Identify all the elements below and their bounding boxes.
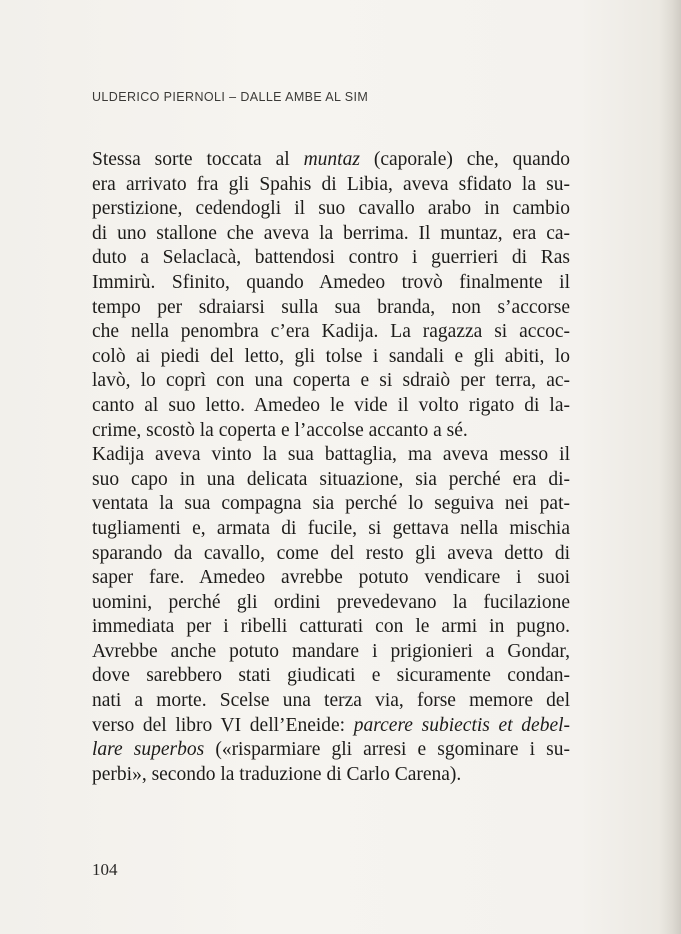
- text-run: colò ai piedi del letto, gli tolse i sandali e gli abiti, lo: [92, 345, 570, 367]
- text-line: [92, 246, 570, 271]
- italic-text: muntaz: [303, 149, 360, 170]
- text-run: tugliamenti e, armata di fucile, si gettava nella mischia: [92, 517, 570, 539]
- text-line: [92, 615, 570, 640]
- text-run: dove sarebbero stati giudicati e sicuramente condan-: [92, 665, 570, 687]
- text-line: [92, 296, 570, 321]
- text-run: duto a Selaclacà, battendosi contro i guerrieri di Ras: [92, 247, 570, 269]
- text-run: (caporale) che, quando: [359, 149, 571, 170]
- text-run: lavò, lo coprì con una coperta e si sdraiò per terra, ac-: [92, 370, 570, 392]
- text-run: canto al suo letto. Amedeo le vide il volto rigato di la-: [92, 394, 570, 416]
- text-line: [92, 763, 570, 788]
- text-run: era arrivato fra gli Spahis di Libia, aveva sfidato la su-: [92, 173, 570, 195]
- text-run: suo capo in una delicata situazione, sia perché era di-: [92, 468, 570, 490]
- text-run: Kadija aveva vinto la sua battaglia, ma aveva messo il: [92, 444, 570, 466]
- text-line: [92, 738, 570, 763]
- text-run: perbi», secondo la traduzione di Carlo Carena).: [92, 763, 462, 785]
- text-line: [92, 689, 570, 714]
- text-run: verso del libro VI dell’Eneide:: [92, 714, 354, 736]
- text-line: [92, 222, 570, 247]
- text-run: Immirù. Sfinito, quando Amedeo trovò finalmente il: [92, 271, 570, 293]
- text-line: [92, 566, 570, 591]
- text-line: [92, 517, 570, 542]
- text-line: [92, 197, 570, 222]
- text-run: («risparmiare gli arresi e sgominare i su-: [204, 739, 570, 761]
- text-line: [92, 492, 570, 517]
- text-run: immediata per i ribelli catturati con le armi in pugno.: [92, 616, 570, 638]
- text-line: [92, 714, 570, 739]
- text-run: uomini, perché gli ordini prevedevano la fucilazione: [92, 591, 570, 613]
- text-line: [92, 369, 570, 394]
- text-line: [92, 542, 570, 567]
- italic-text: parcere subiectis et debel-: [353, 714, 571, 736]
- body-text: [92, 148, 570, 787]
- text-line: [92, 640, 570, 665]
- text-line: [92, 271, 570, 296]
- text-line: [92, 394, 570, 419]
- text-run: Avrebbe anche potuto mandare i prigionieri a Gondar,: [92, 640, 570, 662]
- running-head: ULDERICO PIERNOLI – DALLE AMBE AL SIM: [92, 90, 369, 104]
- text-run: crime, scostò la coperta e l’accolse accanto a sé.: [92, 419, 468, 441]
- text-line: [92, 591, 570, 616]
- text-run: che nella penombra c’era Kadija. La ragazza si accoc-: [92, 321, 570, 343]
- text-line: [92, 148, 570, 173]
- text-line: [92, 443, 570, 468]
- italic-text: lare superbos: [92, 739, 205, 761]
- text-line: [92, 345, 570, 370]
- page-edge-shadow: [659, 0, 681, 934]
- text-line: [92, 320, 570, 345]
- text-run: tempo per sdraiarsi sulla sua branda, non s’accorse: [92, 296, 570, 318]
- text-run: nati a morte. Scelse una terza via, forse memore del: [92, 690, 570, 712]
- page-number: 104: [92, 860, 118, 879]
- text-run: Stessa sorte toccata al: [92, 149, 304, 170]
- text-line: [92, 664, 570, 689]
- text-run: di uno stallone che aveva la berrima. Il muntaz, era ca-: [92, 222, 570, 244]
- text-run: ventata la sua compagna sia perché lo seguiva nei pat-: [92, 493, 570, 515]
- text-run: perstizione, cedendogli il suo cavallo arabo in cambio: [92, 198, 570, 220]
- text-line: [92, 419, 570, 444]
- text-run: sparando da cavallo, come del resto gli aveva detto di: [92, 542, 570, 564]
- text-line: [92, 173, 570, 198]
- text-line: [92, 468, 570, 493]
- text-run: saper fare. Amedeo avrebbe potuto vendicare i suoi: [92, 567, 570, 589]
